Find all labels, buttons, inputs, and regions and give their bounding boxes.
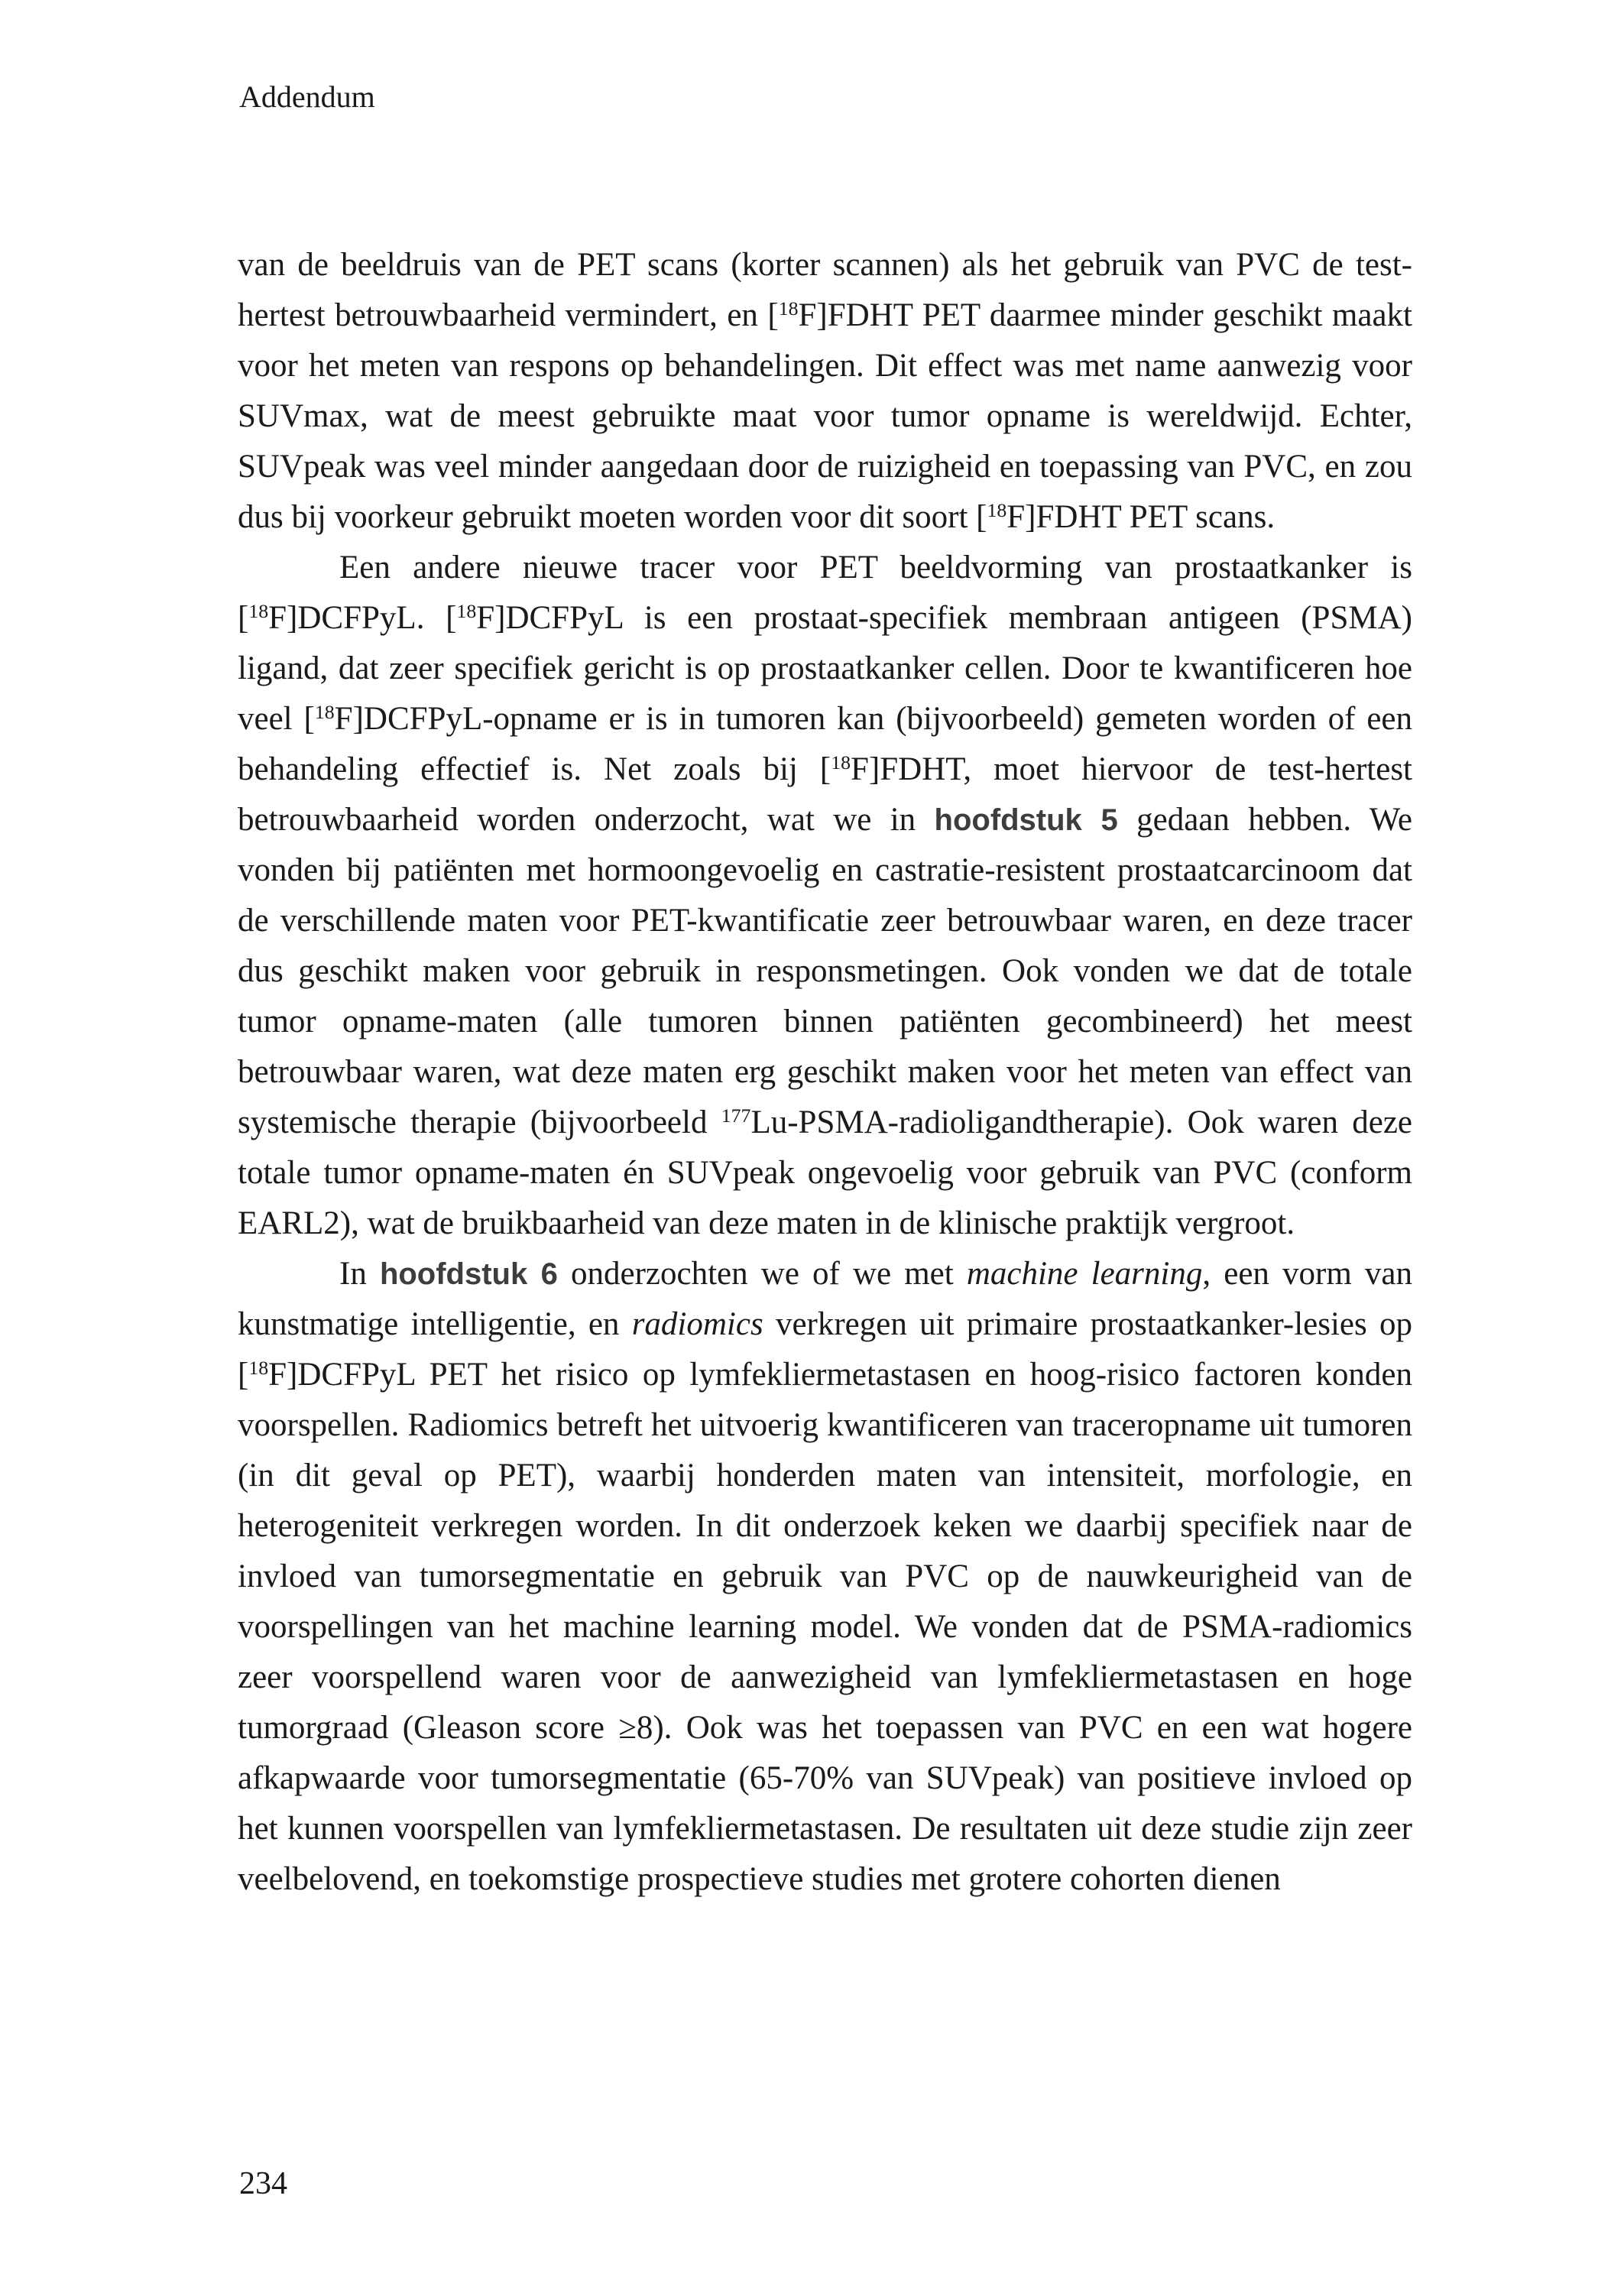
text-run: F]DCFPyL is een prostaat-specifiek membraan antigeen (PSMA) ligand, dat zeer specifiek gericht is op prostaatkanker cellen. Door te kwantificeren hoe veel [ [238,600,1412,737]
chapter-reference: hoofdstuk 5 [934,803,1118,837]
text-run: In [339,1256,380,1292]
paragraph [238,543,1412,1249]
text-run: van de beeldruis van de PET scans (korter scannen) als het gebruik van PVC de test-hertest betrouwbaarheid vermindert, en [ [238,247,1412,333]
isotope-superscript: 18 [831,751,851,774]
running-header: Addendum [239,79,375,114]
body-text [238,240,1412,1905]
isotope-superscript: 18 [456,599,477,622]
page-number: 234 [239,2166,287,2201]
text-run: F]FDHT PET daarmee minder geschikt maakt voor het meten van respons op behandelingen. Dit effect was met name aanwezig voor SUVmax, wat de meest gebruikte maat voor tumor opname is wereldwijd. Echter, SUVpeak was veel minder aangedaan door de ruizigheid en toepassing van PVC, en zou dus bij voorkeur gebruikt moeten worden voor dit soort [ [238,297,1412,535]
text-run: gedaan hebben. We vonden bij patiënten met hormoongevoelig en castratie-resistent prostaatcarcinoom dat de verschillende maten voor PET-kwantificatie zeer betrouwbaar waren, en deze tracer dus geschikt maken voor gebruik in responsmetingen. Ook vonden we dat de totale tumor opname-maten (alle tumoren binnen patiënten gecombineerd) het meest betrouwbaar waren, wat deze maten erg geschikt maken voor het meten van effect van systemische therapie (bijvoorbeeld [238,802,1412,1140]
text-run: F]DCFPyL. [ [268,600,457,636]
chapter-reference: hoofdstuk 6 [379,1257,558,1291]
text-run: F]FDHT PET scans. [1006,499,1276,535]
text-run: F]DCFPyL PET het risico op lymfekliermetastasen en hoog-risico factoren konden voorspellen. Radiomics betreft het uitvoerig kwantificeren van traceropname uit tumoren (in dit geval op PET), waarbij honderden maten van intensiteit, morfologie, en heterogeniteit verkregen worden. In dit onderzoek keken we daarbij specifiek naar de invloed van tumorsegmentatie en gebruik van PVC op de nauwkeurigheid van de voorspellingen van het machine learning model. We vonden dat de PSMA-radiomics zeer voorspellend waren voor de aanwezigheid van lymfekliermetastasen en hoge tumorgraad (Gleason score ≥8). Ook was het toepassen van PVC en een wat hogere afkapwaarde voor tumorsegmentatie (65-70% van SUVpeak) van positieve invloed op het kunnen voorspellen van lymfekliermetastasen. De resultaten uit deze studie zijn zeer veelbelovend, en toekomstige prospectieve studies met grotere cohorten dienen [238,1357,1412,1897]
isotope-superscript: 177 [721,1104,751,1127]
text-run: F]DCFPyL-opname er is in tumoren kan (bijvoorbeeld) gemeten worden of een behandeling effectief is. Net zoals bij [ [238,701,1413,787]
isotope-superscript: 18 [248,599,269,622]
text-run: verkregen uit primaire prostaatkanker-lesies op [ [238,1306,1412,1393]
text-run: Lu-PSMA-radioligandtherapie). Ook waren deze totale tumor opname-maten én SUVpeak ongevoelig voor gebruik van PVC (conform EARL2), wat de bruikbaarheid van deze maten in de klinische praktijk vergroot. [238,1104,1412,1241]
emphasized-term: radiomics [631,1306,763,1342]
isotope-superscript: 18 [778,297,799,319]
paragraph [238,240,1412,543]
text-run: F]FDHT, moet hiervoor de test-hertest betrouwbaarheid worden onderzocht, wat we in [238,751,1412,838]
isotope-superscript: 18 [314,700,335,723]
text-run: Een andere nieuwe tracer voor PET beeldvorming van prostaatkanker is [ [238,550,1412,636]
isotope-superscript: 18 [987,498,1007,521]
paragraph [238,1249,1412,1905]
emphasized-term: machine learning [966,1256,1203,1292]
text-run: , een vorm van kunstmatige intelligentie, en [238,1256,1413,1342]
isotope-superscript: 18 [248,1356,269,1379]
text-run: onderzochten we of we met [557,1256,967,1292]
